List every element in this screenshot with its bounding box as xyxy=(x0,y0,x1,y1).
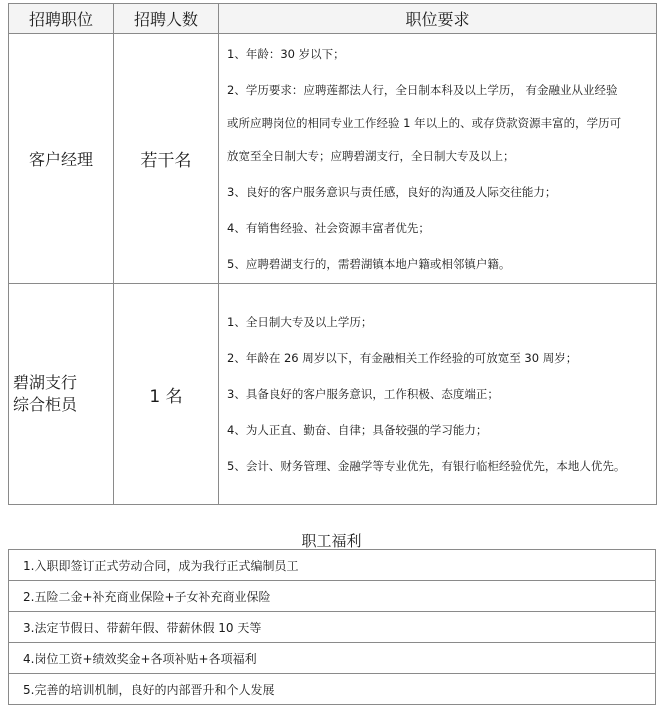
job-count: 若干名 xyxy=(114,34,219,284)
table-row xyxy=(9,581,656,612)
benefit-item: 4.岗位工资+绩效奖金+各项补贴+各项福利 xyxy=(9,643,656,674)
benefits-table xyxy=(8,549,656,705)
requirement-line: 3、良好的客户服务意识与责任感，良好的沟通及人际交往能力； xyxy=(227,184,557,199)
job-requirements xyxy=(219,284,657,505)
header-position: 招聘职位 xyxy=(9,4,114,34)
job-count: 1 名 xyxy=(114,284,219,505)
requirement-line: 5、会计、财务管理、金融学等专业优先，有银行临柜经验优先，本地人优先。 xyxy=(227,459,626,473)
recruitment-table xyxy=(8,3,657,505)
benefit-item: 3.法定节假日、带薪年假、带薪休假 10 天等 xyxy=(9,612,656,643)
job-requirements xyxy=(219,34,657,284)
benefit-item: 2.五险二金+补充商业保险+子女补充商业保险 xyxy=(9,581,656,612)
requirement-line: 2、年龄在 26 周岁以下，有金融相关工作经验的可放宽至 30 周岁； xyxy=(227,351,578,365)
requirement-line: 3、具备良好的客户服务意识，工作积极、态度端正； xyxy=(227,387,499,401)
table-header-row xyxy=(9,4,657,34)
requirement-line: 1、年龄：30 岁以下； xyxy=(227,46,345,61)
requirement-line: 1、全日制大专及以上学历； xyxy=(227,315,373,329)
benefits-title: 职工福利 xyxy=(301,532,362,550)
requirement-line: 4、有销售经验、社会资源丰富者优先； xyxy=(227,220,430,235)
table-row xyxy=(9,612,656,643)
job-position xyxy=(9,284,114,505)
benefit-item: 5.完善的培训机制，良好的内部晋升和个人发展 xyxy=(9,674,656,705)
requirement-line: 5、应聘碧湖支行的，需碧湖镇本地户籍或相邻镇户籍。 xyxy=(227,256,511,271)
benefit-item: 1.入职即签订正式劳动合同，成为我行正式编制员工 xyxy=(9,550,656,581)
header-requirements: 职位要求 xyxy=(219,4,657,34)
table-row xyxy=(9,34,657,284)
table-row xyxy=(9,674,656,705)
header-count: 招聘人数 xyxy=(114,4,219,34)
job-position: 客户经理 xyxy=(9,34,114,284)
requirement-line: 或所应聘岗位的相同专业工作经验 1 年以上的、或存贷款资源丰富的，学历可 xyxy=(227,115,622,130)
job-position-line: 碧湖支行 xyxy=(13,373,78,392)
job-position-line: 综合柜员 xyxy=(13,395,78,414)
requirement-line: 放宽至全日制大专；应聘碧湖支行，全日制大专及以上； xyxy=(227,148,515,163)
requirement-line: 2、学历要求：应聘莲都法人行，全日制本科及以上学历， 有金融业从业经验 xyxy=(227,82,618,97)
table-row xyxy=(9,643,656,674)
table-row xyxy=(9,284,657,505)
requirement-line: 4、为人正直、勤奋、自律；具备较强的学习能力； xyxy=(227,423,488,437)
table-row xyxy=(9,550,656,581)
